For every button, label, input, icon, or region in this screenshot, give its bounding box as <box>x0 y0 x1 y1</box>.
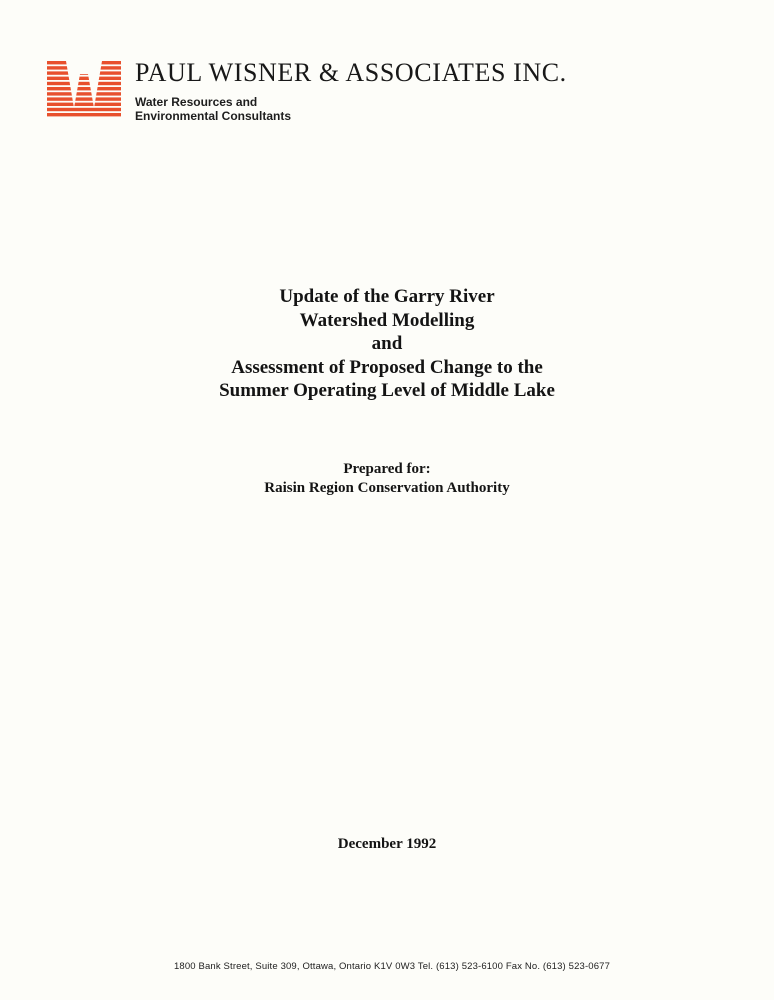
tagline-line-1: Water Resources and <box>135 95 258 109</box>
company-name: PAUL WISNER & ASSOCIATES INC. <box>135 58 567 87</box>
title-line-3: and <box>371 333 403 354</box>
title-line-1: Update of the Garry River <box>279 286 495 307</box>
footer-address: 1800 Bank Street, Suite 309, Ottawa, Ontario K1V 0W3 Tel. (613) 523-6100 Fax No. (613) 523-0677 <box>173 961 611 972</box>
title-line-4: Assessment of Proposed Change to the <box>231 356 543 378</box>
client-name: Raisin Region Conservation Authority <box>264 480 510 496</box>
company-logo-w-icon <box>47 61 121 118</box>
title-line-5: Summer Operating Level of Middle Lake <box>219 380 555 401</box>
tagline-line-2: Environmental Consultants <box>135 109 292 123</box>
company-tagline <box>135 95 291 123</box>
report-date: December 1992 <box>337 836 437 852</box>
prepared-for-block <box>0 460 774 498</box>
prepared-for-label: Prepared for: <box>343 461 431 477</box>
report-title <box>0 285 774 403</box>
title-line-2: Watershed Modelling <box>299 309 475 331</box>
